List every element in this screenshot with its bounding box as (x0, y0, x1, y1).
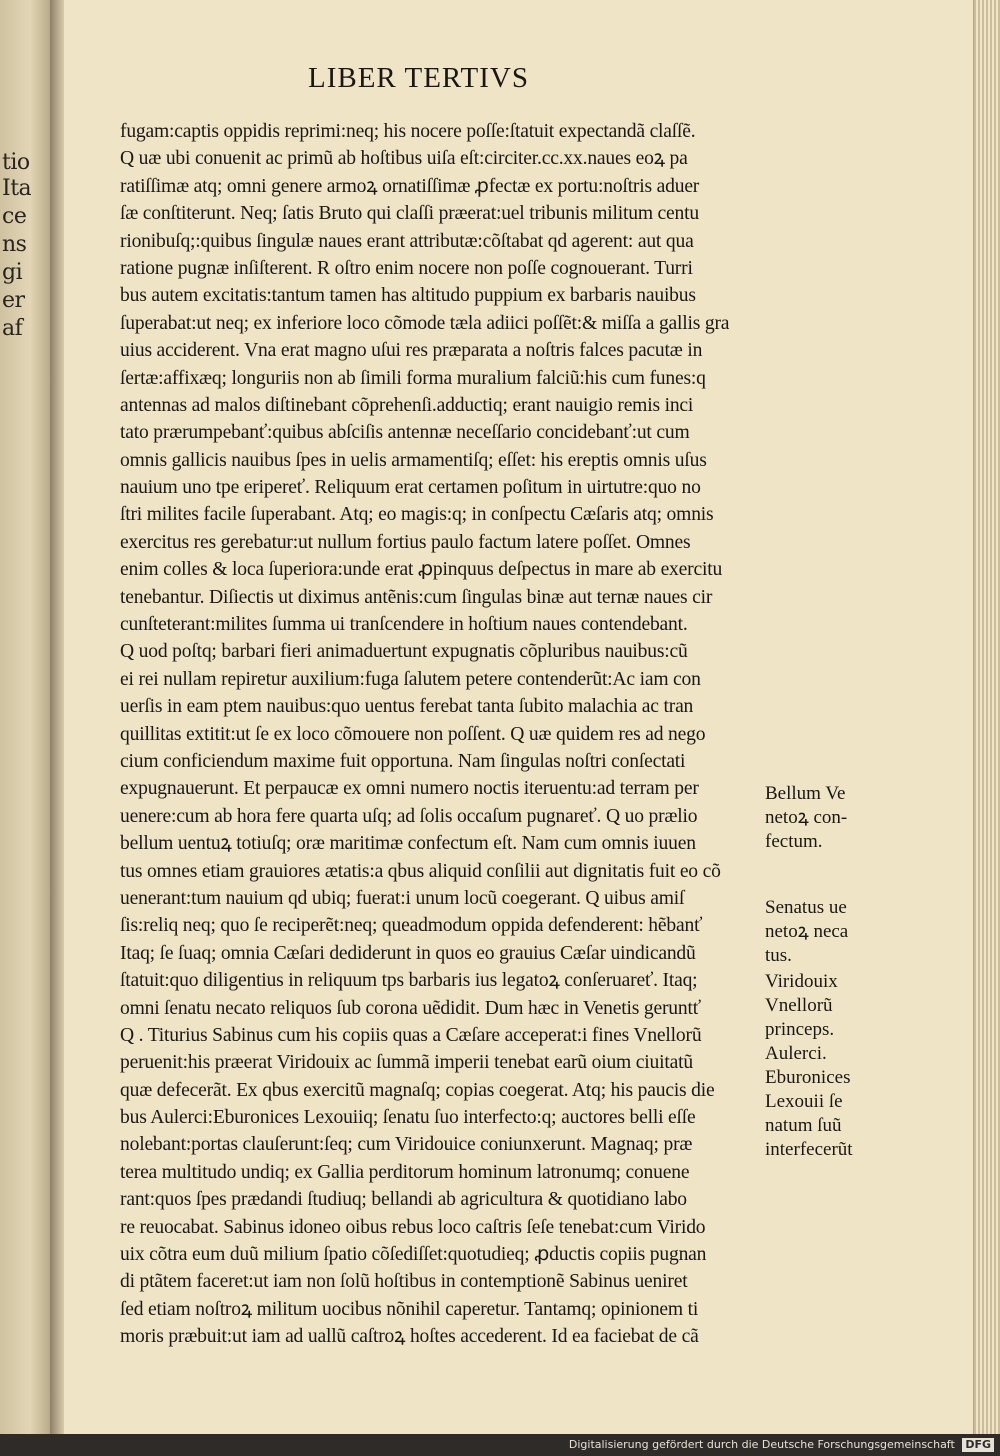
margin-note-line: princeps. (765, 1019, 835, 1040)
text-line: Q uod poſtq; barbari fieri animaduertunt expugnatis cõpluribus nauibus:cũ (120, 641, 688, 663)
margin-note-bellum (765, 782, 895, 854)
text-line: peruenit:his præerat Viridouix ac ſummã imperii tenebat earũ oium ciuitatũ (120, 1052, 693, 1074)
text-line: uix cõtra eum duũ milium ſpatio cõſediſſet:quotudieq; ꝓductis copiis pugnan (120, 1244, 707, 1266)
text-line: quillitas extitit:ut ſe ex loco cõmouere non poſſent. Q uæ quidem res ad nego (120, 723, 706, 745)
margin-note-line: netoꝝ neca (765, 921, 849, 942)
text-line: nauium uno tpe eripereť. Reliquum erat certamen poſitum in uirtutre:quo no (120, 477, 701, 499)
text-line: enim colles & loca ſuperiora:unde erat ꝓpinquus deſpectus in mare ab exercitu (120, 559, 723, 581)
facing-page-fragment: ns (2, 232, 27, 257)
text-line: Q . Titurius Sabinus cum his copiis quas a Cæſare acceperat:i fines Vnellorũ (120, 1024, 702, 1046)
text-line: Q uæ ubi conuenit ac primũ ab hoſtibus uiſa eſt:circiter.cc.xx.naues eoꝝ pa (120, 148, 688, 170)
text-line: ſertæ:affixæq; longuriis non ab ſimili forma muralium falciũ:his cum funes:q (120, 367, 706, 389)
margin-note-line: Aulerci. (765, 1043, 827, 1064)
main-text-block (120, 118, 760, 1351)
text-line: rant:quos ſpes prædandi ſtudiuq; bellandi ab agricultura & quotidiano labo (120, 1189, 687, 1211)
margin-note-line: natum ſuũ (765, 1115, 842, 1136)
text-line: ſis:reliq neq; quo ſe reciperẽt:neq; queadmodum oppida defenderent: hẽbanť (120, 915, 703, 937)
dfg-logo: DFG (962, 1438, 994, 1452)
text-line: tus omnes etiam grauiores ætatis:a qbus aliquid conſilii aut dignitatis fuit eo cõ (120, 860, 721, 882)
digitization-footer (0, 1434, 1000, 1456)
text-line: expugnauerunt. Et perpaucæ ex omni numero noctis iteruentu:ad terram per (120, 778, 699, 800)
facing-page-fragment: gi (2, 260, 23, 285)
text-line: di ptãtem faceret:ut iam non ſolũ hoſtibus in contemptionẽ Sabinus ueniret (120, 1271, 688, 1293)
text-line: ratione pugnæ inſiſterent. R oſtro enim nocere non poſſe cognouerant. Turri (120, 257, 693, 279)
text-line: bus Aulerci:Eburonices Lexouiiq; ſenatu ſuo interfecto:q; auctores belli eſſe (120, 1107, 696, 1129)
text-line: cium conficiendum maxime fuit opportuna. Nam ſingulas noſtri conſectati (120, 750, 686, 772)
text-line: nolebant:portas clauſerunt:ſeq; cum Viridouice coniunxerunt. Magnaq; præ (120, 1134, 693, 1156)
text-line: ſuperabat:ut neq; ex inferiore loco cõmode tæla adiici poſſẽt:& miſſa a gallis gra (120, 312, 730, 334)
text-line: bus autem excitatis:tantum tamen has altitudo puppium ex barbaris nauibus (120, 285, 696, 307)
text-line: exercitus res gerebatur:ut nullum fortius paulo factum latere poſſet. Omnes (120, 531, 691, 553)
facing-page-fragment: af (2, 316, 23, 341)
text-line: uius acciderent. Vna erat magno uſui res præparata a noſtris falces pacutæ in (120, 340, 703, 362)
text-line: Itaq; ſe ſuaq; omnia Cæſari dediderunt in quos eo grauius Cæſar uindicandũ (120, 942, 696, 964)
text-line: omni ſenatu necato reliquos ſub corona uẽdidit. Dum hæc in Venetis geruntť (120, 997, 701, 1019)
text-line: tenebantur. Diſiectis ut diximus antẽnis:cum ſingulas binæ aut ternæ naues cir (120, 586, 713, 608)
text-line: cunſteterant:milites ſumma ui tranſcendere in hoſtium naues contendebant. (120, 614, 688, 636)
margin-note-line: tus. (765, 945, 792, 966)
margin-note-senatus (765, 896, 895, 968)
margin-note-viridouix (765, 970, 895, 1042)
text-line: ſtri milites facile ſuperabant. Atq; eo magis:q; in conſpectu Cæſaris atq; omnis (120, 504, 714, 526)
page-edge-stack (973, 0, 1000, 1456)
margin-note-line: Bellum Ve (765, 783, 846, 804)
text-line: re reuocabat. Sabinus idoneo oibus rebus loco caſtris ſeſe tenebat:cum Virido (120, 1216, 706, 1238)
text-line: tato prærumpebanť:quibus abſciſis antennæ neceſſario concidebanť:ut cum (120, 422, 690, 444)
margin-note-aulerci (765, 1042, 895, 1162)
text-line: uenere:cum ab hora fere quarta uſq; ad ſolis occaſum pugnareť. Q uo prælio (120, 805, 698, 827)
running-head: LIBER TERTIVS (308, 62, 529, 94)
margin-note-line: interfecerũt (765, 1139, 853, 1160)
facing-page-fragment: ce (2, 204, 27, 229)
text-line: fugam:captis oppidis reprimi:neq; his nocere poſſe:ſtatuit expectandã claſſẽ. (120, 121, 696, 142)
text-line: bellum uentuꝝ totiuſq; oræ maritimæ confectum eſt. Nam cum omnis iuuen (120, 833, 696, 855)
text-line: ſed etiam noſtroꝝ militum uocibus nõnihil caperetur. Tantamq; opinionem ti (120, 1298, 699, 1320)
margin-note-line: Viridouix (765, 971, 838, 992)
facing-page-fragment: tio (2, 150, 30, 175)
margin-note-line: Lexouii ſe (765, 1091, 843, 1112)
text-line: quæ defecerãt. Ex qbus exercitũ magnaſq; copias coegerat. Atq; his paucis die (120, 1079, 715, 1101)
page-gutter (50, 0, 64, 1456)
facing-page-fragment: er (2, 288, 25, 313)
text-line: antennas ad malos diſtinebant cõprehenſi.adductiq; erant nauigio remis inci (120, 394, 694, 416)
margin-note-line: Vnellorũ (765, 995, 833, 1016)
text-line: ei rei nullam repiretur auxilium:fuga ſalutem petere contenderũt:Ac iam con (120, 668, 701, 690)
margin-note-line: fectum. (765, 831, 823, 852)
facing-page-edge (0, 0, 50, 1456)
margin-note-line: Eburonices (765, 1067, 851, 1088)
text-line: terea multitudo undiq; ex Gallia perditorum hominum latronumq; conuene (120, 1161, 690, 1183)
text-line: ſæ conſtiterunt. Neq; ſatis Bruto qui claſſi præerat:uel tribunis militum centu (120, 203, 699, 225)
footer-text: Digitalisierung gefördert durch die Deutsche Forschungsgemeinschaft (568, 1438, 955, 1451)
text-line: omnis gallicis nauibus ſpes in uelis armamentiſq; eſſet: his ereptis omnis uſus (120, 449, 707, 471)
margin-note-line: netoꝝ con- (765, 807, 848, 828)
text-line: uerſis in eam ptem nauibus:quo uentus ferebat tanta ſubito malachia ac tran (120, 696, 694, 718)
facing-page-fragment: Ita (2, 176, 32, 201)
text-line: ratiſſimæ atq; omni genere armoꝝ ornatiſſimæ ꝓfectæ ex portu:noſtris aduer (120, 175, 700, 197)
margin-note-line: Senatus ue (765, 897, 847, 918)
text-line: ſtatuit:quo diligentius in reliquum tps barbaris ius legatoꝝ conſeruareť. Itaq; (120, 970, 698, 992)
text-line: uenerant:tum nauium qd ubiq; fuerat:i unum locũ coegerant. Q uibus amiſ (120, 887, 685, 909)
text-line: moris præbuit:ut iam ad uallũ caſtroꝝ hoſtes accederent. Id ea faciebat de cã (120, 1326, 699, 1348)
text-line: rionibuſq;:quibus ſingulæ naues erant attributæ:cõſtabat qd agerent: aut qua (120, 230, 694, 252)
